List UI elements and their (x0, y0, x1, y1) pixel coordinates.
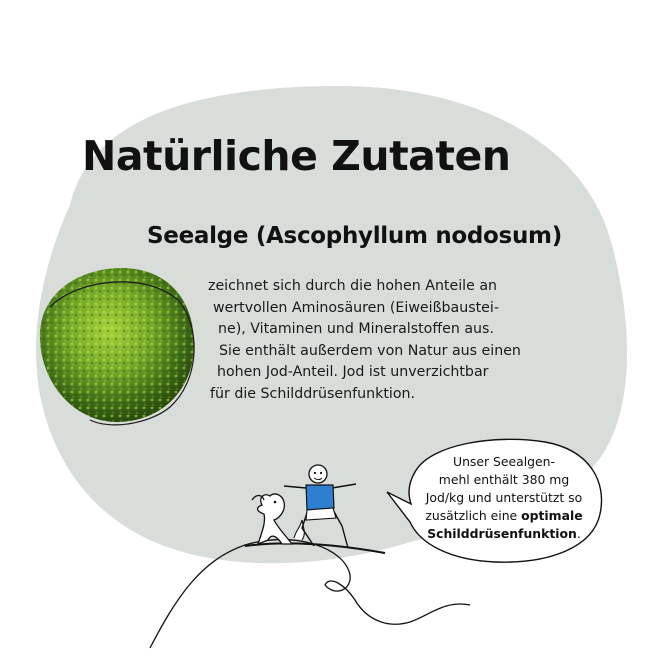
description-line: wertvollen Aminosäuren (Eiweißbaustei- (213, 299, 499, 316)
bubble-line: mehl enthält 380 mg (438, 472, 570, 487)
bubble-line: Jod/kg und unterstützt so (425, 490, 583, 505)
ingredient-name: Seealge (Ascophyllum nodosum) (147, 223, 562, 249)
dog-icon (252, 494, 304, 544)
bubble-text-bold: Schilddrüsenfunktion (427, 526, 577, 541)
description-line: zeichnet sich durch die hohen Anteile an (208, 278, 498, 294)
description-line: für die Schilddrüsenfunktion. (210, 385, 416, 402)
description-line: hohen Jod-Anteil. Jod ist unverzichtbar (217, 364, 489, 380)
description-line: Sie enthält außerdem von Natur aus einen (219, 342, 521, 359)
bubble-text-normal: . (576, 526, 581, 541)
bubble-line (413, 507, 595, 525)
surfboard-icon (245, 543, 385, 553)
speech-bubble-text (413, 453, 595, 543)
bubble-text-normal: zusätzlich eine (425, 508, 522, 523)
bubble-line (413, 525, 595, 543)
page-title: Natürliche Zutaten (82, 132, 511, 180)
bubble-line: Unser Seealgen- (453, 454, 555, 469)
description-line: ne), Vitaminen und Mineralstoffen aus. (218, 321, 494, 337)
bubble-text-bold: optimale (521, 508, 583, 523)
